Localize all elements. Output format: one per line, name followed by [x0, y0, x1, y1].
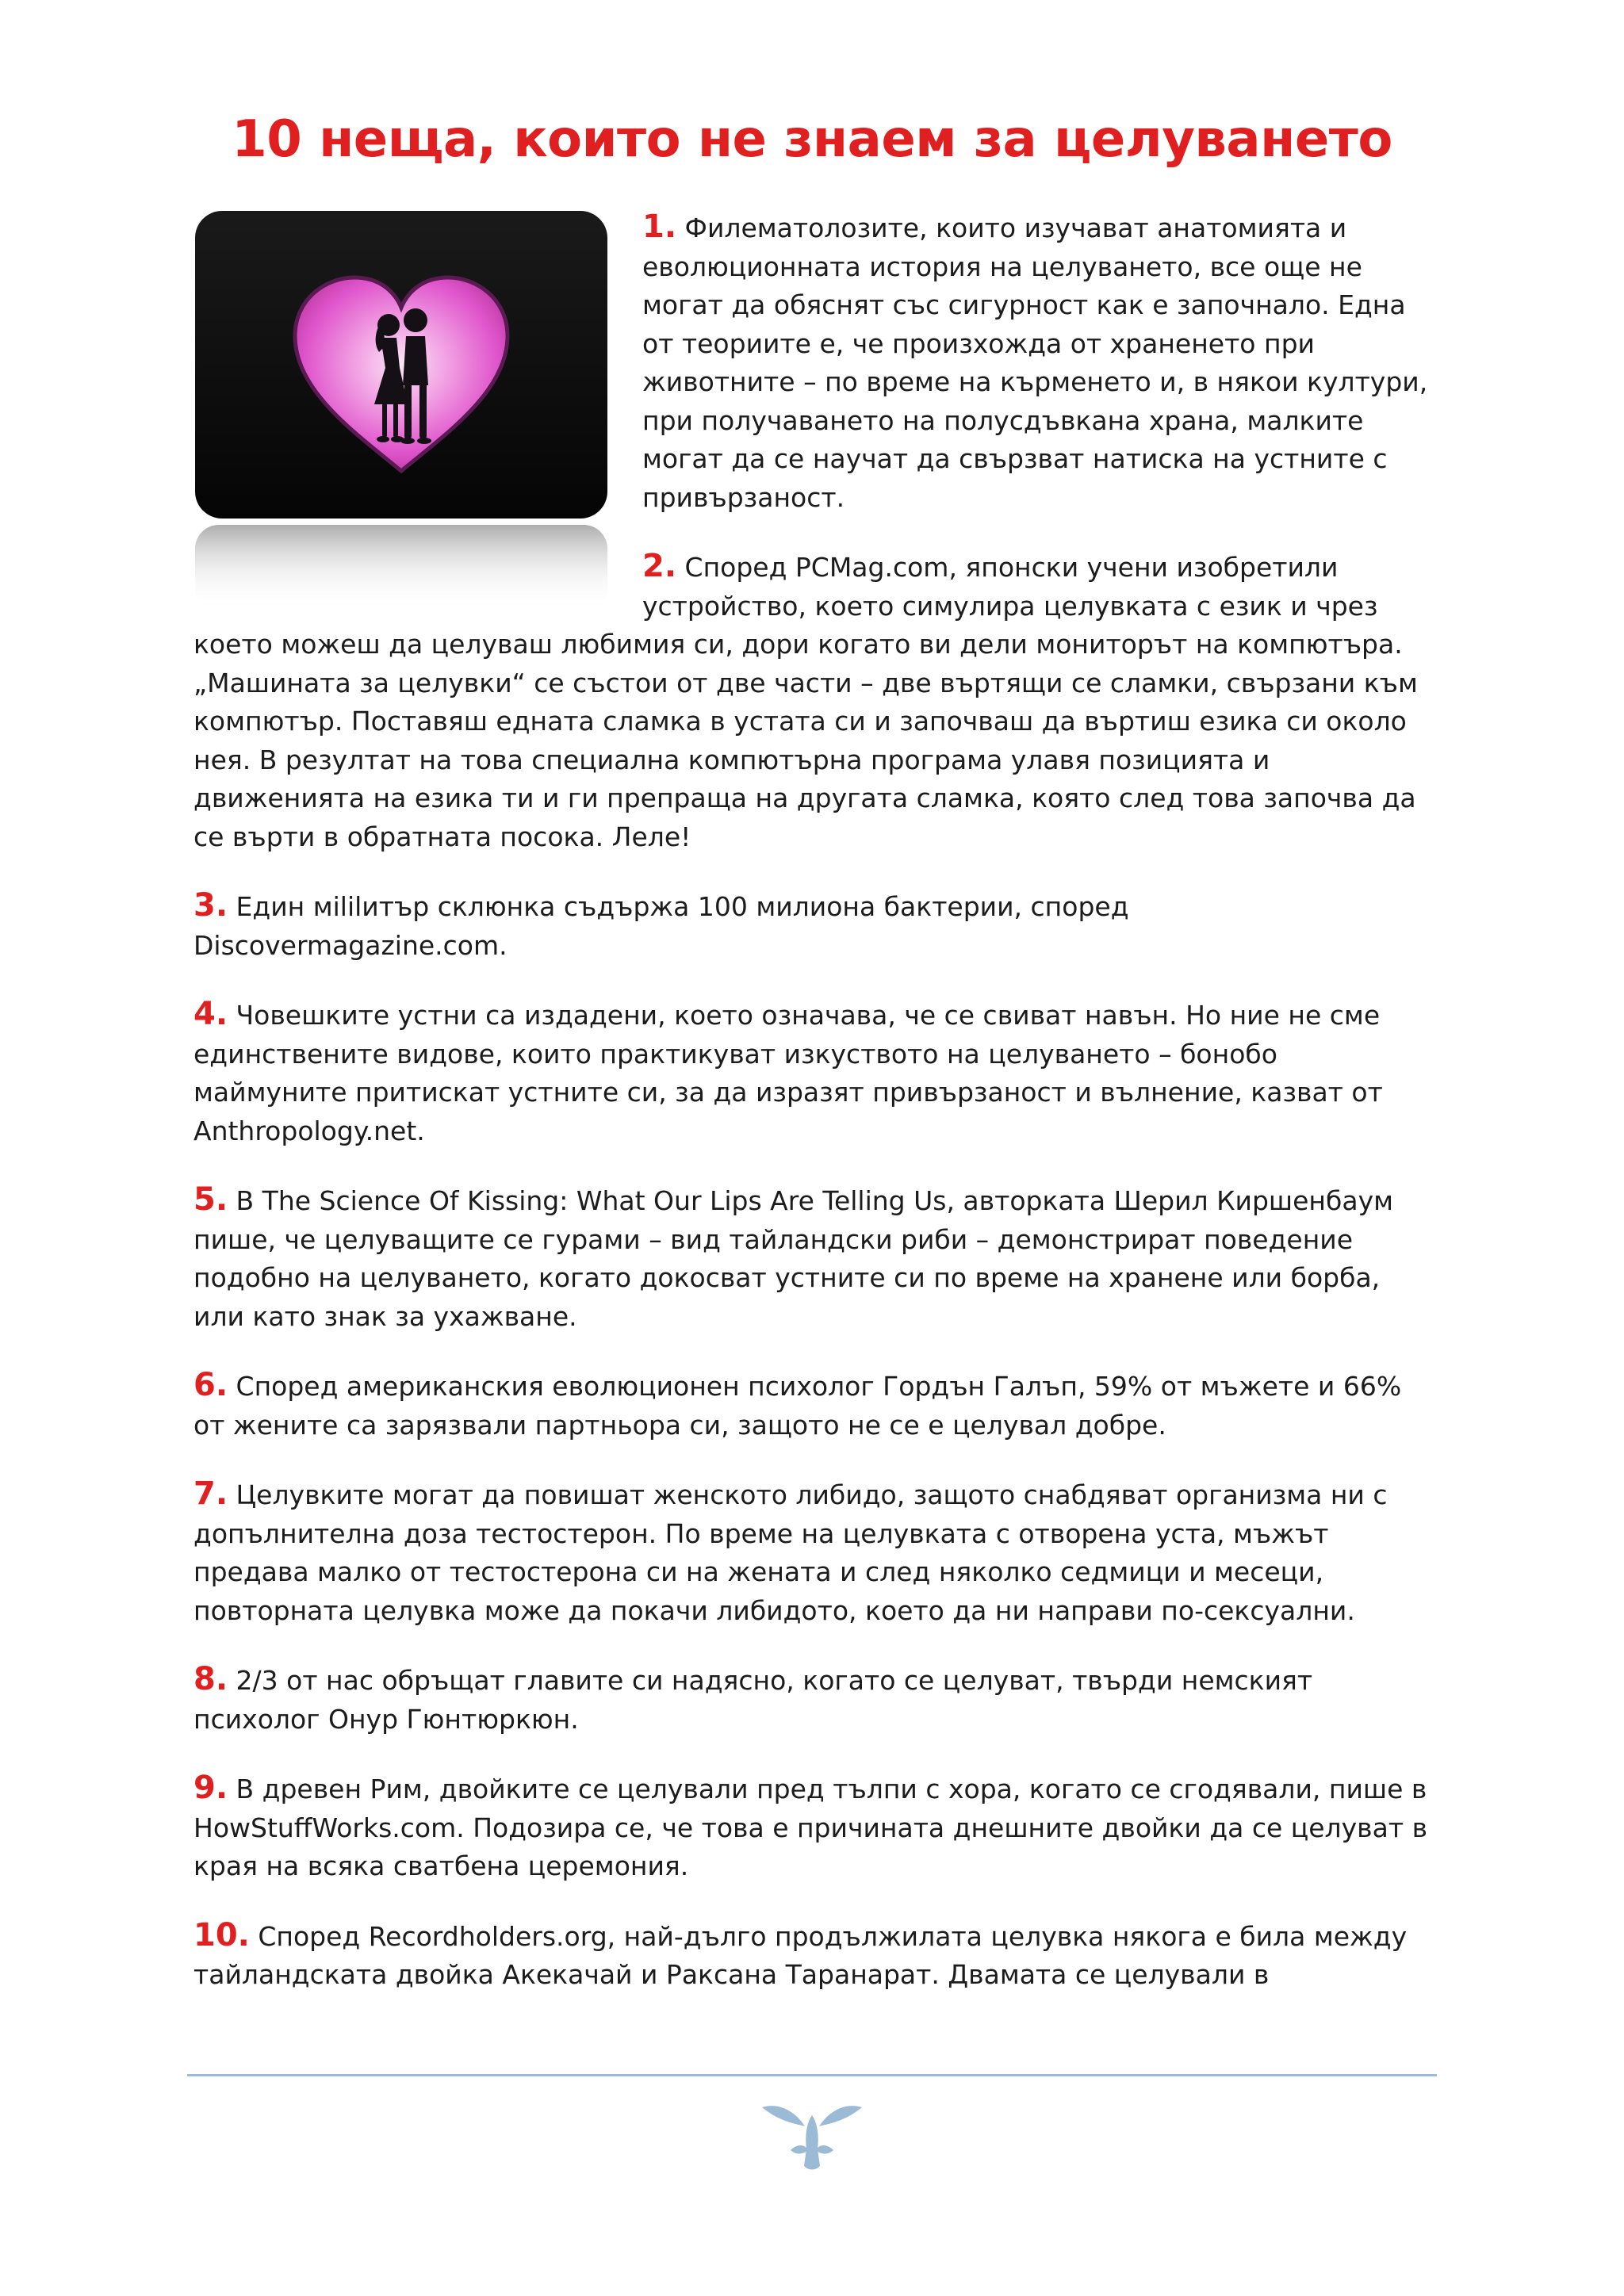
item-text: Според американския еволюционен психолог Гордън Галъп, 59% от мъжете и 66% от жените са зарязвали партньора си, защото не се е целувал добре. [193, 1371, 1402, 1441]
item-number: 10. [193, 1916, 250, 1954]
item-text: Според Recordholders.org, най-дълго продължилата целувка някога е била между тайландската двойка Акекачай и Раксана Таранарат. Двамата се целували в [193, 1920, 1408, 1990]
item-number: 5. [193, 1181, 228, 1218]
item-number: 8. [193, 1661, 228, 1697]
heart-with-kissing-couple-icon [192, 209, 612, 614]
list-item [193, 995, 1431, 1150]
item-text: Човешките устни са издадени, което означава, че се свиват навън. Но ние не сме единствените видове, които практикуват изкуството на целуването – бонобо маймуните притискат устните си, за да изразят привързаност и вълнение, казват от Anthropology.net. [193, 1000, 1383, 1146]
list-item [193, 1181, 1431, 1336]
item-text: В древен Рим, двойките се целували пред тълпи с хора, когато се сгодявали, пише в HowStuffWorks.com. Подозира се, че това е причината днешните двойки да се целуват в края на всяка сватбена церемония. [193, 1774, 1428, 1881]
item-number: 7. [193, 1475, 228, 1512]
list-item [193, 1769, 1431, 1886]
item-number: 6. [193, 1367, 228, 1403]
item-text: Един мililитър склюнка съдържа 100 милиона бактерии, според Discovermagazine.com. [193, 891, 1129, 961]
list-item [193, 1475, 1431, 1630]
list-item [193, 1916, 1431, 1995]
item-number: 4. [193, 996, 228, 1032]
item-number: 1. [642, 209, 677, 245]
item-text: Целувките могат да повишат женското либидо, защото снабдяват организма ни с допълнителна доза тестостерон. По време на целувката с отворена уста, мъжът предава малко от тестостерона си на жената и след няколко седмици и месеци, повторната целувка може да покачи либидото, което да ни направи по-сексуални. [193, 1479, 1388, 1626]
leaf-ornament-icon [759, 2099, 865, 2175]
item-text: В The Science Of Kissing: What Our Lips Are Telling Us, авторката Шерил Киршенбаум пише, че целуващите се гурами – вид тайландски риби – демонстрират поведение подобно на целуването, когато докосват устните си по време на хранене или борба, или като знак за ухажване. [193, 1185, 1394, 1332]
list-item [193, 1660, 1431, 1739]
item-number: 3. [193, 887, 228, 924]
article-body [193, 208, 1431, 2025]
item-number: 2. [642, 548, 677, 584]
list-item [193, 1366, 1431, 1445]
page-title: 10 неща, които не знаем за целуването [232, 110, 1392, 169]
list-item [193, 886, 1431, 965]
item-number: 9. [193, 1770, 228, 1806]
item-text: Филематолозите, които изучават анатомията и еволюционната история на целуването, все още не могат да обяснят със сигурност как е започнало. Една от теориите е, че произхожда от храненето при животните – по време на кърменето и, в някои култури, при получаването на полусдъвкана храна, малките могат да се научат да свързват натиска на устните с привързаност. [642, 212, 1428, 513]
item-text: 2/3 от нас обръщат главите си надясно, когато се целуват, твърди немският психолог Онур Гюнтюркюн. [193, 1665, 1313, 1735]
footer-divider [187, 2074, 1437, 2076]
item-text: Според PCMag.com, японски учени изобретили устройство, което симулира целувката с език и чрез което можеш да целуваш любимия си, дори когато ви дели мониторът на компютъра. „Машината за целувки“ се състои от две части – две въртящи се сламки, свързани към компютър. Поставяш едната сламка в устата си и започваш да въртиш езика си около нея. В резултат на това специална компютърна програма улавя позицията и движенията на езика ти и ги препраща на другата сламка, която след това започва да се върти в обратната посока. Леле! [193, 552, 1418, 852]
